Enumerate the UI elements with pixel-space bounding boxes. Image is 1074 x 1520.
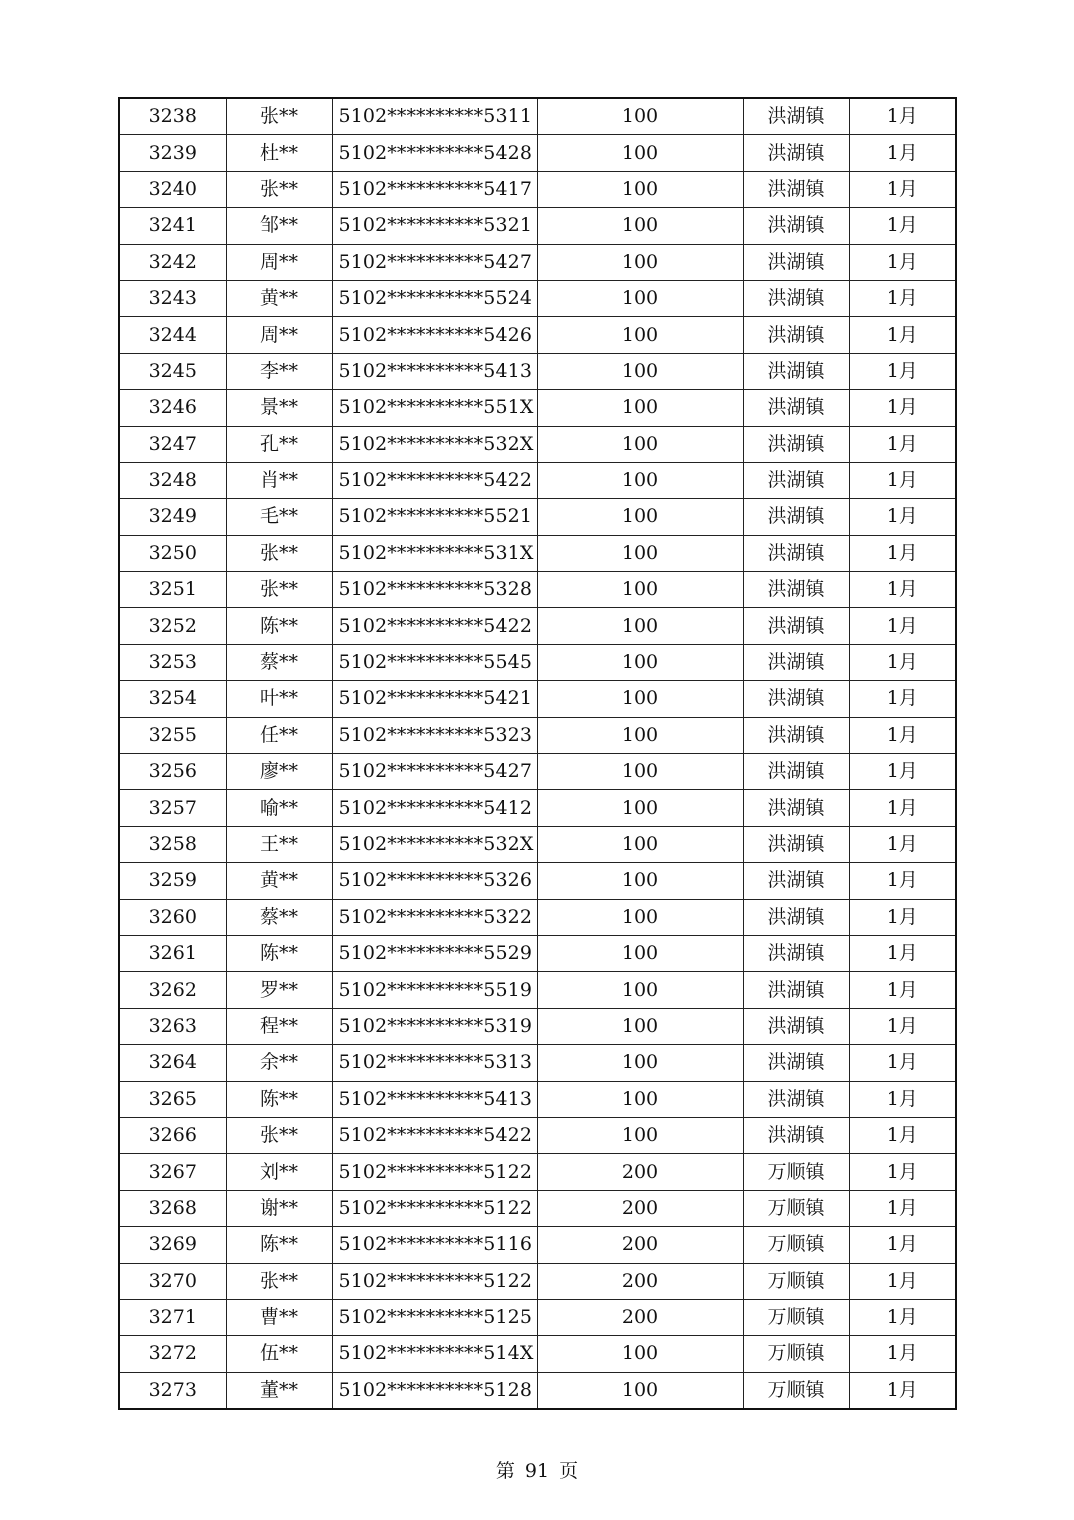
name-cell: 李** xyxy=(226,353,332,389)
table-row xyxy=(119,972,956,1008)
table-row xyxy=(119,499,956,535)
town-cell: 洪湖镇 xyxy=(743,171,849,207)
serial-cell: 3248 xyxy=(119,462,226,498)
table-row xyxy=(119,1372,956,1409)
table-row xyxy=(119,1117,956,1153)
town-cell: 洪湖镇 xyxy=(743,935,849,971)
name-cell: 蔡** xyxy=(226,899,332,935)
name-cell: 毛** xyxy=(226,499,332,535)
table-row xyxy=(119,1263,956,1299)
town-cell: 洪湖镇 xyxy=(743,244,849,280)
town-cell: 洪湖镇 xyxy=(743,826,849,862)
serial-cell: 3264 xyxy=(119,1045,226,1081)
town-cell: 万顺镇 xyxy=(743,1372,849,1409)
id-number-cell: 5102**********551X xyxy=(332,390,537,426)
id-number-cell: 5102**********5311 xyxy=(332,98,537,135)
id-number-cell: 5102**********5422 xyxy=(332,608,537,644)
amount-cell: 100 xyxy=(537,1117,743,1153)
month-cell: 1月 xyxy=(849,790,956,826)
town-cell: 洪湖镇 xyxy=(743,608,849,644)
id-number-cell: 5102**********5422 xyxy=(332,1117,537,1153)
month-cell: 1月 xyxy=(849,863,956,899)
serial-cell: 3266 xyxy=(119,1117,226,1153)
id-number-cell: 5102**********5524 xyxy=(332,280,537,316)
table-row xyxy=(119,681,956,717)
id-number-cell: 5102**********5322 xyxy=(332,899,537,935)
month-cell: 1月 xyxy=(849,717,956,753)
id-number-cell: 5102**********5421 xyxy=(332,681,537,717)
name-cell: 陈** xyxy=(226,935,332,971)
id-number-cell: 5102**********5427 xyxy=(332,754,537,790)
serial-cell: 3245 xyxy=(119,353,226,389)
amount-cell: 100 xyxy=(537,899,743,935)
month-cell: 1月 xyxy=(849,1117,956,1153)
amount-cell: 100 xyxy=(537,790,743,826)
month-cell: 1月 xyxy=(849,98,956,135)
serial-cell: 3255 xyxy=(119,717,226,753)
id-number-cell: 5102**********531X xyxy=(332,535,537,571)
serial-cell: 3261 xyxy=(119,935,226,971)
town-cell: 洪湖镇 xyxy=(743,462,849,498)
id-number-cell: 5102**********532X xyxy=(332,426,537,462)
month-cell: 1月 xyxy=(849,899,956,935)
table-row xyxy=(119,935,956,971)
serial-cell: 3271 xyxy=(119,1299,226,1335)
amount-cell: 100 xyxy=(537,535,743,571)
town-cell: 洪湖镇 xyxy=(743,1045,849,1081)
table-row xyxy=(119,98,956,135)
town-cell: 洪湖镇 xyxy=(743,426,849,462)
serial-cell: 3263 xyxy=(119,1008,226,1044)
serial-cell: 3262 xyxy=(119,972,226,1008)
id-number-cell: 5102**********5428 xyxy=(332,135,537,171)
table-row xyxy=(119,572,956,608)
table-row xyxy=(119,353,956,389)
serial-cell: 3247 xyxy=(119,426,226,462)
month-cell: 1月 xyxy=(849,1008,956,1044)
amount-cell: 100 xyxy=(537,1336,743,1372)
month-cell: 1月 xyxy=(849,1372,956,1409)
id-number-cell: 5102**********5122 xyxy=(332,1190,537,1226)
serial-cell: 3272 xyxy=(119,1336,226,1372)
id-number-cell: 5102**********5319 xyxy=(332,1008,537,1044)
amount-cell: 100 xyxy=(537,98,743,135)
town-cell: 洪湖镇 xyxy=(743,390,849,426)
town-cell: 洪湖镇 xyxy=(743,1117,849,1153)
id-number-cell: 5102**********5321 xyxy=(332,208,537,244)
table-row xyxy=(119,1081,956,1117)
month-cell: 1月 xyxy=(849,171,956,207)
amount-cell: 100 xyxy=(537,353,743,389)
month-cell: 1月 xyxy=(849,135,956,171)
name-cell: 谢** xyxy=(226,1190,332,1226)
id-number-cell: 5102**********5529 xyxy=(332,935,537,971)
id-number-cell: 5102**********514X xyxy=(332,1336,537,1372)
month-cell: 1月 xyxy=(849,1190,956,1226)
id-number-cell: 5102**********5323 xyxy=(332,717,537,753)
serial-cell: 3250 xyxy=(119,535,226,571)
serial-cell: 3246 xyxy=(119,390,226,426)
table-row xyxy=(119,899,956,935)
month-cell: 1月 xyxy=(849,353,956,389)
table-row xyxy=(119,644,956,680)
serial-cell: 3257 xyxy=(119,790,226,826)
town-cell: 万顺镇 xyxy=(743,1336,849,1372)
serial-cell: 3249 xyxy=(119,499,226,535)
month-cell: 1月 xyxy=(849,1263,956,1299)
amount-cell: 100 xyxy=(537,935,743,971)
id-number-cell: 5102**********5313 xyxy=(332,1045,537,1081)
month-cell: 1月 xyxy=(849,462,956,498)
amount-cell: 100 xyxy=(537,499,743,535)
month-cell: 1月 xyxy=(849,681,956,717)
serial-cell: 3254 xyxy=(119,681,226,717)
table-row xyxy=(119,863,956,899)
town-cell: 洪湖镇 xyxy=(743,208,849,244)
name-cell: 杜** xyxy=(226,135,332,171)
table-row xyxy=(119,1299,956,1335)
month-cell: 1月 xyxy=(849,1299,956,1335)
town-cell: 洪湖镇 xyxy=(743,135,849,171)
amount-cell: 100 xyxy=(537,1372,743,1409)
amount-cell: 100 xyxy=(537,972,743,1008)
amount-cell: 100 xyxy=(537,462,743,498)
serial-cell: 3256 xyxy=(119,754,226,790)
serial-cell: 3252 xyxy=(119,608,226,644)
records-table-body xyxy=(119,98,956,1409)
town-cell: 洪湖镇 xyxy=(743,499,849,535)
town-cell: 洪湖镇 xyxy=(743,681,849,717)
serial-cell: 3259 xyxy=(119,863,226,899)
serial-cell: 3238 xyxy=(119,98,226,135)
month-cell: 1月 xyxy=(849,1045,956,1081)
amount-cell: 100 xyxy=(537,135,743,171)
serial-cell: 3244 xyxy=(119,317,226,353)
town-cell: 洪湖镇 xyxy=(743,790,849,826)
table-row xyxy=(119,390,956,426)
table-row xyxy=(119,608,956,644)
month-cell: 1月 xyxy=(849,935,956,971)
name-cell: 余** xyxy=(226,1045,332,1081)
month-cell: 1月 xyxy=(849,972,956,1008)
town-cell: 洪湖镇 xyxy=(743,1008,849,1044)
town-cell: 洪湖镇 xyxy=(743,1081,849,1117)
name-cell: 张** xyxy=(226,1263,332,1299)
town-cell: 万顺镇 xyxy=(743,1227,849,1263)
amount-cell: 100 xyxy=(537,208,743,244)
name-cell: 叶** xyxy=(226,681,332,717)
month-cell: 1月 xyxy=(849,826,956,862)
serial-cell: 3258 xyxy=(119,826,226,862)
table-row xyxy=(119,462,956,498)
amount-cell: 100 xyxy=(537,1008,743,1044)
name-cell: 董** xyxy=(226,1372,332,1409)
serial-cell: 3241 xyxy=(119,208,226,244)
id-number-cell: 5102**********5116 xyxy=(332,1227,537,1263)
id-number-cell: 5102**********5417 xyxy=(332,171,537,207)
name-cell: 喻** xyxy=(226,790,332,826)
town-cell: 洪湖镇 xyxy=(743,353,849,389)
table-row xyxy=(119,244,956,280)
town-cell: 洪湖镇 xyxy=(743,972,849,1008)
table-row xyxy=(119,535,956,571)
id-number-cell: 5102**********5427 xyxy=(332,244,537,280)
amount-cell: 100 xyxy=(537,572,743,608)
town-cell: 洪湖镇 xyxy=(743,863,849,899)
id-number-cell: 5102**********532X xyxy=(332,826,537,862)
month-cell: 1月 xyxy=(849,244,956,280)
amount-cell: 100 xyxy=(537,171,743,207)
name-cell: 邹** xyxy=(226,208,332,244)
month-cell: 1月 xyxy=(849,754,956,790)
table-row xyxy=(119,280,956,316)
town-cell: 万顺镇 xyxy=(743,1154,849,1190)
town-cell: 洪湖镇 xyxy=(743,317,849,353)
name-cell: 张** xyxy=(226,535,332,571)
id-number-cell: 5102**********5545 xyxy=(332,644,537,680)
name-cell: 张** xyxy=(226,171,332,207)
name-cell: 陈** xyxy=(226,608,332,644)
serial-cell: 3265 xyxy=(119,1081,226,1117)
name-cell: 周** xyxy=(226,244,332,280)
amount-cell: 100 xyxy=(537,1045,743,1081)
table-row xyxy=(119,790,956,826)
amount-cell: 100 xyxy=(537,608,743,644)
amount-cell: 100 xyxy=(537,681,743,717)
amount-cell: 200 xyxy=(537,1299,743,1335)
town-cell: 洪湖镇 xyxy=(743,535,849,571)
month-cell: 1月 xyxy=(849,535,956,571)
id-number-cell: 5102**********5413 xyxy=(332,353,537,389)
amount-cell: 100 xyxy=(537,644,743,680)
month-cell: 1月 xyxy=(849,572,956,608)
name-cell: 伍** xyxy=(226,1336,332,1372)
month-cell: 1月 xyxy=(849,390,956,426)
serial-cell: 3267 xyxy=(119,1154,226,1190)
name-cell: 刘** xyxy=(226,1154,332,1190)
serial-cell: 3239 xyxy=(119,135,226,171)
id-number-cell: 5102**********5122 xyxy=(332,1263,537,1299)
table-row xyxy=(119,135,956,171)
month-cell: 1月 xyxy=(849,644,956,680)
table-row xyxy=(119,1154,956,1190)
month-cell: 1月 xyxy=(849,499,956,535)
serial-cell: 3269 xyxy=(119,1227,226,1263)
id-number-cell: 5102**********5128 xyxy=(332,1372,537,1409)
amount-cell: 100 xyxy=(537,826,743,862)
amount-cell: 100 xyxy=(537,390,743,426)
serial-cell: 3253 xyxy=(119,644,226,680)
town-cell: 洪湖镇 xyxy=(743,572,849,608)
month-cell: 1月 xyxy=(849,1154,956,1190)
id-number-cell: 5102**********5519 xyxy=(332,972,537,1008)
month-cell: 1月 xyxy=(849,280,956,316)
amount-cell: 100 xyxy=(537,280,743,316)
name-cell: 孔** xyxy=(226,426,332,462)
table-row xyxy=(119,426,956,462)
town-cell: 万顺镇 xyxy=(743,1190,849,1226)
name-cell: 张** xyxy=(226,1117,332,1153)
id-number-cell: 5102**********5422 xyxy=(332,462,537,498)
name-cell: 肖** xyxy=(226,462,332,498)
id-number-cell: 5102**********5122 xyxy=(332,1154,537,1190)
amount-cell: 100 xyxy=(537,244,743,280)
table-row xyxy=(119,1336,956,1372)
table-row xyxy=(119,754,956,790)
month-cell: 1月 xyxy=(849,1081,956,1117)
amount-cell: 200 xyxy=(537,1263,743,1299)
id-number-cell: 5102**********5426 xyxy=(332,317,537,353)
id-number-cell: 5102**********5328 xyxy=(332,572,537,608)
name-cell: 王** xyxy=(226,826,332,862)
serial-cell: 3243 xyxy=(119,280,226,316)
page-number: 第 91 页 xyxy=(495,1460,579,1482)
month-cell: 1月 xyxy=(849,608,956,644)
town-cell: 洪湖镇 xyxy=(743,280,849,316)
month-cell: 1月 xyxy=(849,426,956,462)
name-cell: 任** xyxy=(226,717,332,753)
amount-cell: 200 xyxy=(537,1190,743,1226)
name-cell: 罗** xyxy=(226,972,332,1008)
name-cell: 景** xyxy=(226,390,332,426)
id-number-cell: 5102**********5413 xyxy=(332,1081,537,1117)
amount-cell: 200 xyxy=(537,1154,743,1190)
town-cell: 万顺镇 xyxy=(743,1263,849,1299)
name-cell: 张** xyxy=(226,98,332,135)
name-cell: 曹** xyxy=(226,1299,332,1335)
name-cell: 蔡** xyxy=(226,644,332,680)
table-row xyxy=(119,208,956,244)
table-row xyxy=(119,717,956,753)
table-row xyxy=(119,1190,956,1226)
serial-cell: 3273 xyxy=(119,1372,226,1409)
name-cell: 陈** xyxy=(226,1081,332,1117)
id-number-cell: 5102**********5326 xyxy=(332,863,537,899)
serial-cell: 3240 xyxy=(119,171,226,207)
name-cell: 黄** xyxy=(226,280,332,316)
serial-cell: 3260 xyxy=(119,899,226,935)
town-cell: 洪湖镇 xyxy=(743,717,849,753)
amount-cell: 100 xyxy=(537,317,743,353)
amount-cell: 100 xyxy=(537,426,743,462)
name-cell: 黄** xyxy=(226,863,332,899)
records-table xyxy=(118,97,957,1410)
amount-cell: 100 xyxy=(537,1081,743,1117)
name-cell: 廖** xyxy=(226,754,332,790)
amount-cell: 100 xyxy=(537,863,743,899)
town-cell: 洪湖镇 xyxy=(743,899,849,935)
town-cell: 万顺镇 xyxy=(743,1299,849,1335)
table-row xyxy=(119,171,956,207)
serial-cell: 3251 xyxy=(119,572,226,608)
town-cell: 洪湖镇 xyxy=(743,644,849,680)
table-row xyxy=(119,1008,956,1044)
table-row xyxy=(119,1045,956,1081)
table-row xyxy=(119,1227,956,1263)
serial-cell: 3268 xyxy=(119,1190,226,1226)
month-cell: 1月 xyxy=(849,1336,956,1372)
table-row xyxy=(119,826,956,862)
name-cell: 陈** xyxy=(226,1227,332,1263)
month-cell: 1月 xyxy=(849,317,956,353)
month-cell: 1月 xyxy=(849,1227,956,1263)
serial-cell: 3270 xyxy=(119,1263,226,1299)
name-cell: 张** xyxy=(226,572,332,608)
town-cell: 洪湖镇 xyxy=(743,754,849,790)
name-cell: 程** xyxy=(226,1008,332,1044)
amount-cell: 100 xyxy=(537,717,743,753)
id-number-cell: 5102**********5521 xyxy=(332,499,537,535)
amount-cell: 100 xyxy=(537,754,743,790)
table-row xyxy=(119,317,956,353)
amount-cell: 200 xyxy=(537,1227,743,1263)
month-cell: 1月 xyxy=(849,208,956,244)
town-cell: 洪湖镇 xyxy=(743,98,849,135)
serial-cell: 3242 xyxy=(119,244,226,280)
id-number-cell: 5102**********5125 xyxy=(332,1299,537,1335)
id-number-cell: 5102**********5412 xyxy=(332,790,537,826)
name-cell: 周** xyxy=(226,317,332,353)
